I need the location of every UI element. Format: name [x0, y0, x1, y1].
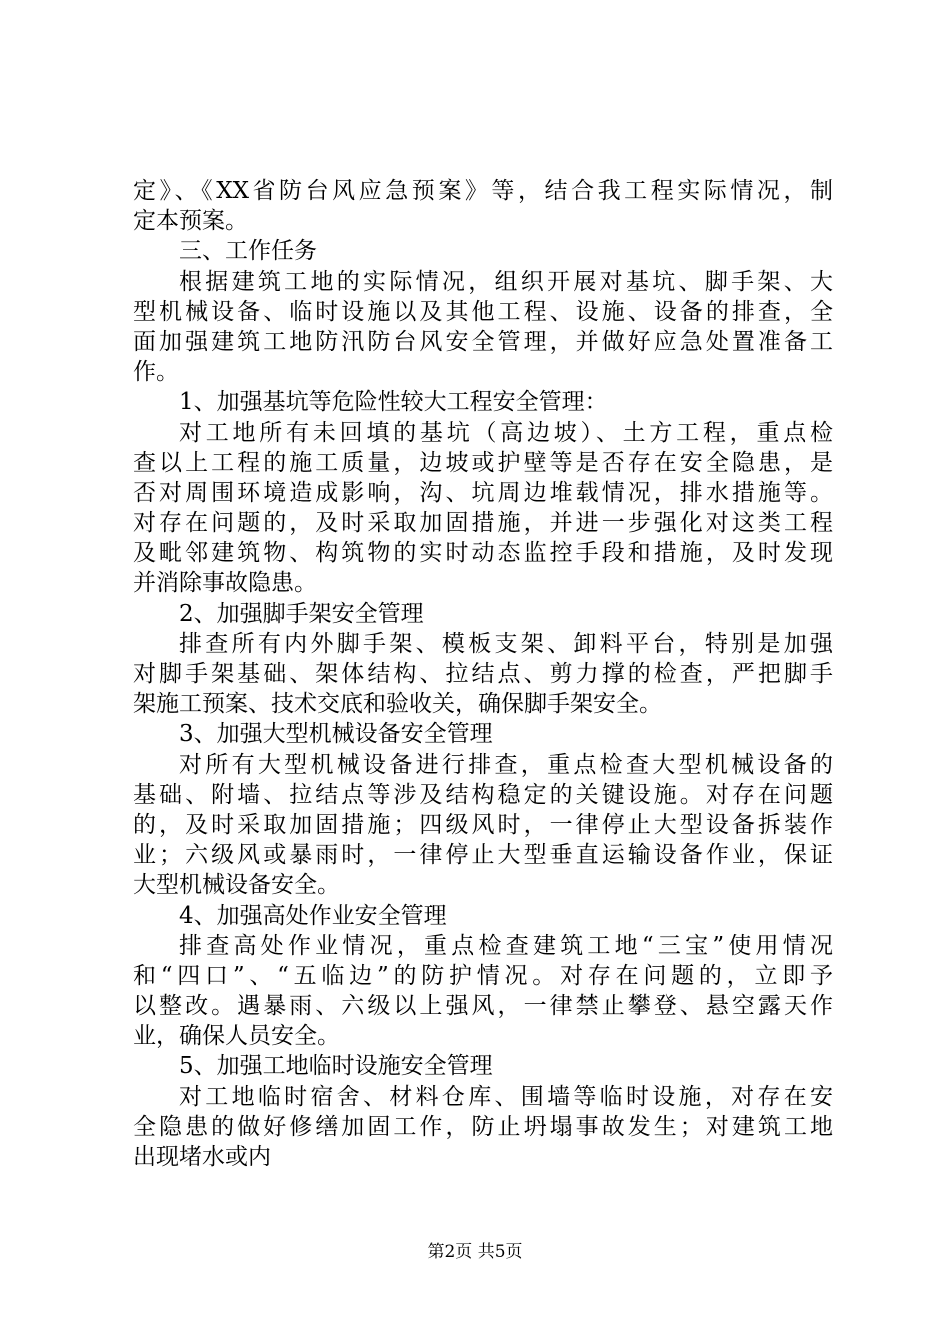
text-line: 架施工预案、技术交底和验收关，确保脚手架安全。 — [133, 691, 662, 718]
text-line: 业，确保人员安全。 — [133, 1023, 340, 1050]
text-line: 定本预案。 — [133, 208, 248, 235]
paragraph — [133, 629, 833, 720]
section-heading — [133, 901, 833, 931]
text-line: 4、加强高处作业安全管理 — [179, 902, 447, 929]
text-line: 2、加强脚手架安全管理 — [179, 600, 424, 627]
text-line: 3、加强大型机械设备安全管理 — [179, 721, 493, 748]
text-line: 排查高处作业情况，重点检查建筑工地“三宝”使用情况 — [179, 932, 833, 959]
text-line: 和“四口”、“五临边”的防护情况。对存在问题的，立即予 — [133, 962, 833, 989]
text-line: 对工地所有未回填的基坑（高边坡）、土方工程，重点检 — [179, 419, 833, 446]
text-line: 面加强建筑工地防汛防台风安全管理，并做好应急处置准备工 — [133, 328, 833, 355]
paragraph — [133, 418, 833, 599]
section-heading — [133, 1051, 833, 1081]
text-line: 并消除事故隐患。 — [133, 570, 317, 597]
paragraph — [133, 750, 833, 901]
paragraph — [133, 1082, 833, 1173]
paragraph — [133, 931, 833, 1052]
text-line: 否对周围环境造成影响，沟、坑周边堆载情况，排水措施等。 — [133, 479, 833, 506]
section-heading — [133, 599, 833, 629]
text-line: 三、工作任务 — [179, 238, 317, 265]
page-number: 第2页 共5页 — [427, 1242, 523, 1262]
text-line: 业；六级风或暴雨时，一律停止大型垂直运输设备作业，保证 — [133, 842, 833, 869]
section-heading — [133, 236, 833, 266]
text-line: 对脚手架基础、架体结构、拉结点、剪力撑的检查，严把脚手 — [133, 661, 833, 687]
paragraph — [133, 267, 833, 388]
page-footer — [0, 1240, 950, 1264]
text-line: 对存在问题的，及时采取加固措施，并进一步强化对这类工程 — [133, 510, 833, 537]
text-line: 及毗邻建筑物、构筑物的实时动态监控手段和措施，及时发现 — [133, 540, 833, 567]
text-line: 根据建筑工地的实际情况，组织开展对基坑、脚手架、大 — [179, 268, 833, 295]
text-line: 作。 — [133, 359, 179, 386]
text-line: 的，及时采取加固措施；四级风时，一律停止大型设备拆装作 — [133, 811, 833, 838]
text-line: 出现堵水或内 — [133, 1144, 271, 1170]
section-heading — [133, 387, 833, 417]
text-line: 5、加强工地临时设施安全管理 — [179, 1053, 493, 1080]
text-line: 查以上工程的施工质量，边坡或护壁等是否存在安全隐患，是 — [133, 449, 833, 476]
text-line: 定》、《XX省防台风应急预案》等，结合我工程实际情况，制 — [133, 178, 833, 204]
text-line: 以整改。遇暴雨、六级以上强风，一律禁止攀登、悬空露天作 — [133, 993, 833, 1020]
text-line: 型机械设备、临时设施以及其他工程、设施、设备的排查，全 — [133, 298, 833, 325]
text-line: 大型机械设备安全。 — [133, 872, 340, 899]
document-body — [133, 176, 833, 1172]
text-line: 全隐患的做好修缮加固工作，防止坍塌事故发生；对建筑工地 — [133, 1113, 833, 1140]
section-heading — [133, 719, 833, 749]
paragraph — [133, 176, 833, 236]
text-line: 基础、附墙、拉结点等涉及结构稳定的关键设施。对存在问题 — [133, 781, 833, 808]
text-line: 对工地临时宿舍、材料仓库、围墙等临时设施，对存在安 — [179, 1083, 833, 1110]
text-line: 1、加强基坑等危险性较大工程安全管理： — [179, 389, 608, 416]
text-line: 对所有大型机械设备进行排查，重点检查大型机械设备的 — [179, 751, 833, 778]
text-line: 排查所有内外脚手架、模板支架、卸料平台，特别是加强 — [179, 630, 833, 657]
